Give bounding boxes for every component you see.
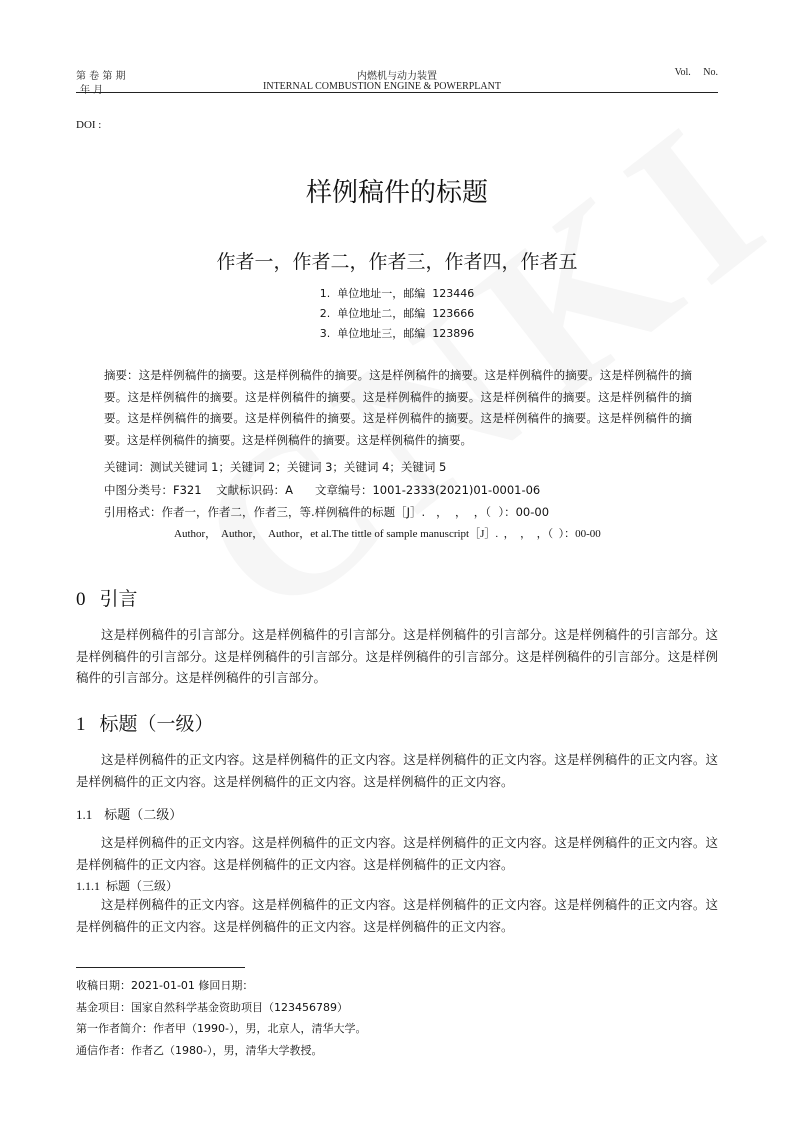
citation-format-cn: 引用格式：作者一，作者二，作者三，等.样例稿件的标题［J］. ， ， ，（ ）：00-00 — [104, 505, 550, 519]
section-title: 标题（三级） — [106, 879, 179, 893]
doi-label: DOI : — [76, 119, 102, 131]
header-volume-issue: 第 卷 第 期 — [76, 71, 126, 82]
affiliation-3: 3. 单位地址三，邮编 123896 — [319, 327, 475, 340]
section-title: 标题（二级） — [104, 808, 183, 823]
section-1-paragraph: 这是样例稿件的正文内容。这是样例稿件的正文内容。这是样例稿件的正文内容。这是样例稿件的正文内容。这是样例稿件的正文内容。这是样例稿件的正文内容。这是样例稿件的正文内容。 — [76, 753, 718, 789]
section-number: 1 — [76, 714, 86, 735]
section-heading-1-1 — [76, 804, 182, 823]
header-journal-cn: 内燃机与动力装置 — [357, 71, 437, 82]
footnote-dates: 收稿日期：2021-01-01 修回日期： — [76, 979, 254, 992]
section-1-1-paragraph: 这是样例稿件的正文内容。这是样例稿件的正文内容。这是样例稿件的正文内容。这是样例稿件的正文内容。这是样例稿件的正文内容。这是样例稿件的正文内容。这是样例稿件的正文内容。 — [76, 836, 718, 872]
author-list: 作者一，作者二，作者三，作者四，作者五 — [216, 251, 578, 273]
abstract: 摘要：这是样例稿件的摘要。这是样例稿件的摘要。这是样例稿件的摘要。这是样例稿件的摘要。这是样例稿件的摘要。这是样例稿件的摘要。这是样例稿件的摘要。这是样例稿件的摘要。这是样例稿件的摘要。这是样例稿件的摘要。这是样例稿件的摘要。这是样例稿件的摘要。这是样例稿件的摘要。这是样例稿件的摘要。这是样例稿件的摘要。这是样例稿件的摘要。这是样例稿件的摘要。这是样例稿件的摘要。 — [104, 368, 692, 447]
section-title: 引言 — [99, 588, 138, 610]
footnote-first-author: 第一作者简介：作者甲（1990-），男，北京人，清华大学。 — [76, 1022, 367, 1035]
intro-paragraph: 这是样例稿件的引言部分。这是样例稿件的引言部分。这是样例稿件的引言部分。这是样例稿件的引言部分。这是样例稿件的引言部分。这是样例稿件的引言部分。这是样例稿件的引言部分。这是样例稿件的引言部分。这是样例稿件的引言部分。这是样例稿件的引言部分。 — [76, 628, 718, 685]
section-1-1-1-paragraph: 这是样例稿件的正文内容。这是样例稿件的正文内容。这是样例稿件的正文内容。这是样例稿件的正文内容。这是样例稿件的正文内容。这是样例稿件的正文内容。这是样例稿件的正文内容。 — [76, 898, 718, 934]
section-heading-1 — [76, 709, 214, 736]
header-journal-en: INTERNAL COMBUSTION ENGINE & POWERPLANT — [263, 81, 501, 92]
classification-line: 中图分类号：F321 文献标识码：A 文章编号：1001-2333(2021)01-0001-06 — [104, 483, 541, 497]
header-vol-no: Vol. No. — [674, 67, 718, 78]
section-number: 1.1 — [76, 807, 93, 822]
header-rule — [76, 92, 718, 93]
section-heading-1-1-1 — [76, 877, 178, 894]
section-title: 标题（一级） — [99, 713, 214, 735]
footnote-rule — [76, 967, 245, 968]
affiliation-1: 1. 单位地址一，邮编 123446 — [319, 287, 475, 300]
section-number: 0 — [76, 589, 86, 610]
citation-format-en: Author， Author， Author，et al.The tittle of sample manuscript［J］. ， ， ，（ ）：00-00 — [174, 528, 601, 540]
section-heading-intro — [76, 584, 138, 611]
section-number: 1.1.1 — [76, 879, 100, 893]
paper-title: 样例稿件的标题 — [305, 178, 488, 208]
header-year-month: 年 月 — [80, 85, 104, 96]
footnote-corresponding-author: 通信作者：作者乙（1980-），男，清华大学教授。 — [76, 1044, 323, 1057]
footnote-fund: 基金项目：国家自然科学基金资助项目（123456789） — [76, 1001, 348, 1014]
affiliation-2: 2. 单位地址二，邮编 123666 — [319, 307, 475, 320]
keywords: 关键词：测试关键词 1；关键词 2；关键词 3；关键词 4；关键词 5 — [104, 460, 447, 474]
